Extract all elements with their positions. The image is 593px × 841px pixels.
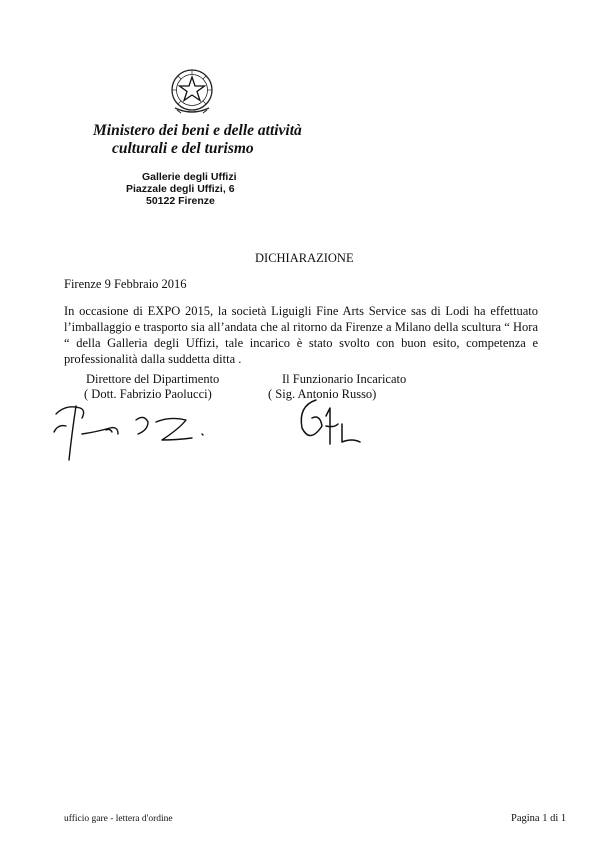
- document-date: Firenze 9 Febbraio 2016: [64, 277, 187, 291]
- left-signatory-title: Direttore del Dipartimento: [86, 372, 220, 386]
- left-handwritten-signature: [52, 392, 222, 462]
- address-line3: 50122 Firenze: [146, 195, 215, 207]
- declaration-body: In occasione di EXPO 2015, la società Liguigli Fine Arts Service sas di Lodi ha effettuato l’imballaggio e trasporto sia all’andata che al ritorno da Firenze a Milano della scultura “ Hora “ della Galleria degli Uffizi, tale incarico è stato svolto con buon esito, competenza e professionalità dalla suddetta ditta .: [64, 304, 538, 366]
- document-title: DICHIARAZIONE: [255, 251, 354, 265]
- ministry-name-line1: Ministero dei beni e delle attività: [93, 122, 302, 139]
- ministry-name-line2: culturali e del turismo: [112, 140, 254, 157]
- footer-left-text: ufficio gare - lettera d'ordine: [64, 814, 173, 824]
- italian-republic-emblem-icon: [167, 66, 217, 116]
- left-signatory-name: ( Dott. Fabrizio Paolucci): [84, 387, 212, 401]
- right-signatory-title: Il Funzionario Incaricato: [282, 372, 407, 386]
- right-signatory-name: ( Sig. Antonio Russo): [268, 387, 377, 401]
- right-handwritten-signature: [282, 386, 382, 456]
- address-line1: Gallerie degli Uffizi: [142, 171, 237, 183]
- address-line2: Piazzale degli Uffizi, 6: [126, 183, 235, 195]
- page-number: Pagina 1 di 1: [511, 813, 567, 824]
